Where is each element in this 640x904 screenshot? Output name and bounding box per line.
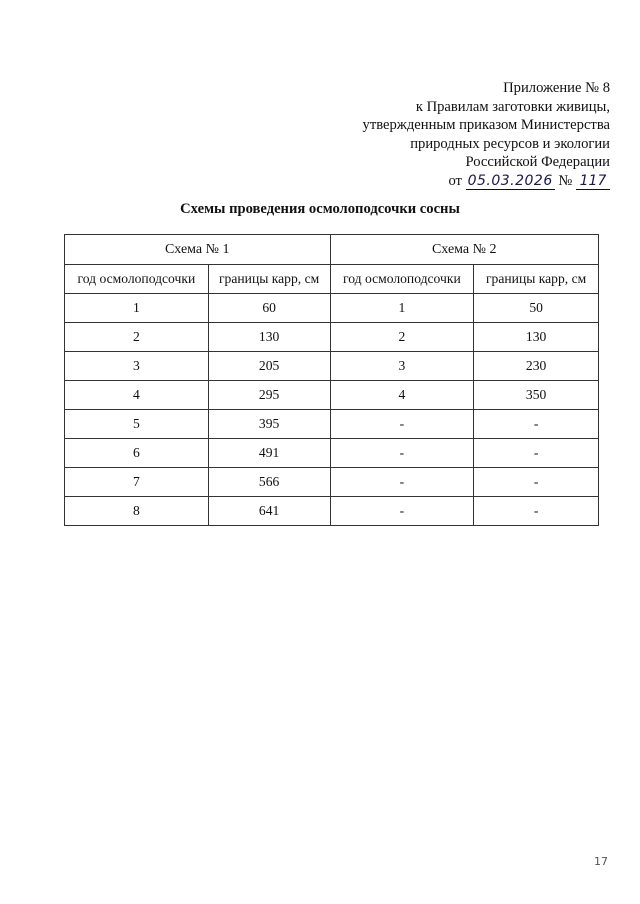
table-column-header-row xyxy=(65,265,599,294)
table-row xyxy=(65,352,599,381)
order-date-line xyxy=(280,172,610,191)
table-row xyxy=(65,323,599,352)
table-cell: 7 xyxy=(65,468,209,497)
table-cell: - xyxy=(474,468,599,497)
table-cell: 641 xyxy=(208,497,330,526)
table-cell: 3 xyxy=(65,352,209,381)
table-cell: 130 xyxy=(208,323,330,352)
table-body xyxy=(65,294,599,526)
table-group-header-row xyxy=(65,235,599,265)
table-row xyxy=(65,439,599,468)
document-title: Схемы проведения осмолоподсочки сосны xyxy=(180,201,460,217)
table-cell: - xyxy=(330,410,474,439)
appendix-header xyxy=(280,79,610,191)
scheme-1-header: Схема № 1 xyxy=(65,235,331,265)
schemes-table xyxy=(64,234,599,526)
table-cell: 491 xyxy=(208,439,330,468)
table-cell: 3 xyxy=(330,352,474,381)
table-cell: - xyxy=(474,439,599,468)
date-prefix: от xyxy=(448,172,462,189)
number-prefix: № xyxy=(558,172,573,189)
table-cell: - xyxy=(330,497,474,526)
table-cell: 566 xyxy=(208,468,330,497)
column-header-bounds-2: границы карр, см xyxy=(474,265,599,294)
table-cell: 2 xyxy=(330,323,474,352)
handwritten-date: 05.03.2026 xyxy=(467,172,553,189)
table-cell: 1 xyxy=(65,294,209,323)
table-row xyxy=(65,497,599,526)
table-cell: 130 xyxy=(474,323,599,352)
table-cell: 205 xyxy=(208,352,330,381)
page-number: 17 xyxy=(594,855,608,868)
appendix-rules-ref: к Правилам заготовки живицы, xyxy=(415,98,610,115)
table-row xyxy=(65,468,599,497)
column-header-year-1: год осмолоподсочки xyxy=(65,265,209,294)
table-row xyxy=(65,381,599,410)
table-cell: 60 xyxy=(208,294,330,323)
table-cell: 6 xyxy=(65,439,209,468)
table-cell: 4 xyxy=(65,381,209,410)
appendix-order-ref: утвержденным приказом Министерства xyxy=(362,117,610,134)
table-cell: 1 xyxy=(330,294,474,323)
table-cell: - xyxy=(330,468,474,497)
appendix-federation: Российской Федерации xyxy=(465,154,610,171)
table-cell: 2 xyxy=(65,323,209,352)
column-header-bounds-1: границы карр, см xyxy=(208,265,330,294)
table-row xyxy=(65,294,599,323)
table-cell: 4 xyxy=(330,381,474,410)
table-cell: 395 xyxy=(208,410,330,439)
table-cell: 5 xyxy=(65,410,209,439)
appendix-ministry: природных ресурсов и экологии xyxy=(410,135,610,152)
table-cell: 8 xyxy=(65,497,209,526)
column-header-year-2: год осмолоподсочки xyxy=(330,265,474,294)
table-cell: 50 xyxy=(474,294,599,323)
table-cell: 350 xyxy=(474,381,599,410)
table-cell: - xyxy=(474,410,599,439)
scheme-2-header: Схема № 2 xyxy=(330,235,599,265)
appendix-number: Приложение № 8 xyxy=(503,80,610,96)
table-cell: - xyxy=(330,439,474,468)
table-row xyxy=(65,410,599,439)
handwritten-number: 117 xyxy=(576,174,610,190)
table-cell: 295 xyxy=(208,381,330,410)
table-cell: 230 xyxy=(474,352,599,381)
table-cell: - xyxy=(474,497,599,526)
